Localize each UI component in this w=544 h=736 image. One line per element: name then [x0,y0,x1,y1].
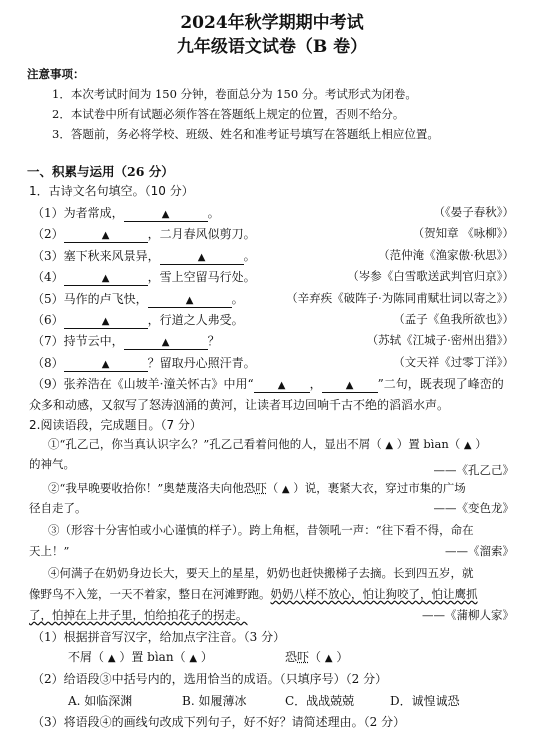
sub-question-2: （2）给语段③中括号内的，选用恰当的成语。（只填序号）（2 分） [32,672,388,686]
poem-line: （8） ▲ ？留取丹心照汗青。 [32,356,256,370]
question-stem: 2.阅读语段，完成题目。（7 分） [29,418,202,432]
poem-line: （4） ▲ ，雪上空留马行处。 [32,270,256,284]
poem-line: （1）为者常成， ▲ 。 [32,206,220,220]
answer-blank[interactable]: ▲ [64,271,148,286]
poem-source: （苏轼《江城子·密州出猎》） [366,333,514,347]
sub-question-3: （3）将语段④的画线句改成下列句子，好不好？请简述理由。（2 分） [32,715,406,729]
notice-heading: 注意事项： [27,67,85,81]
passage-4-cont: 了，怕掉在上井子里，怕给拍花子的拐走。 [29,608,248,622]
poem-source: （文天祥《过零丁洋》） [393,355,514,369]
option-d[interactable]: D．诚惶诚恐 [390,694,460,708]
answer-blank[interactable]: ▲ [64,228,148,243]
poem-source: （范仲淹《渔家傲·秋思》） [378,248,514,262]
answer-blank[interactable]: ▲ [124,207,208,222]
option-c[interactable]: C．战战兢兢 [285,694,355,708]
exam-subtitle: 九年级语文试卷（B 卷） [176,37,368,57]
option-a[interactable]: A. 如临深渊 [68,694,133,708]
poem-line-9: （9）张养浩在《山坡羊·潼关怀古》中用“ ▲ ， ▲ ”二句，既表现了峰峦的 [32,377,504,391]
passage-source: ——《蒲柳人家》 [422,608,514,622]
passage-4: ④何满子在奶奶身边长大，要天上的星星，奶奶也赶快搬梯子去摘。长到四五岁，就 [48,566,474,580]
notice-item: 1．本次考试时间为 150 分钟，卷面总分为 150 分。考试形式为闭卷。 [52,87,417,101]
answer-blank[interactable]: ▲ [322,378,378,393]
passage-source: ——《溜索》 [445,544,514,558]
question-stem: 1．古诗文名句填空。（10 分） [29,184,194,198]
sub-question-1-items: 恐吓（ ▲ ） [285,650,349,664]
poem-line: （6） ▲ ，行道之人弗受。 [32,313,244,327]
passage-3-cont: 天上！” [29,544,70,558]
sub-question-1: （1）根据拼音写汉字，给加点字注音。（3 分） [32,630,286,644]
poem-line: （7）持节云中， ▲ ？ [32,334,220,348]
notice-item: 2．本试卷中所有试题必须作答在答题纸上规定的位置，否则不给分。 [52,107,405,121]
answer-blank[interactable]: ▲ [160,250,244,265]
notice-item: 3．答题前，务必将学校、班级、姓名和准考证号填写在答题纸上相应位置。 [52,127,439,141]
answer-blank[interactable]: ▲ [124,335,208,350]
passage-1: ①“孔乙己，你当真认识字么？”孔乙己看着问他的人，显出不屑（ ▲ ）置 bìan（ ▲ ） [48,437,487,451]
passage-4-cont: 像野鸟不入笼，一天不着家，整日在河滩野跑。奶奶八样不放心，怕让狗咬了，怕让鹰抓 [29,587,478,601]
section-heading: 一、积累与运用（26 分） [27,164,174,179]
exam-title: 2024年秋学期期中考试 [180,13,364,33]
poem-source: （贺知章 《咏柳》） [412,226,514,240]
poem-line: （3）塞下秋来风景异， ▲ 。 [32,249,256,263]
answer-blank[interactable]: ▲ [148,293,232,308]
answer-blank[interactable]: ▲ [254,378,310,393]
poem-line: （5）马作的卢飞快， ▲ 。 [32,292,244,306]
poem-source: （辛弃疾《破阵子·为陈同甫赋壮词以寄之》） [286,291,514,305]
passage-2-cont: 径自走了。 [29,501,87,515]
poem-line: （2） ▲ ，二月春风似剪刀。 [32,227,256,241]
passage-1-cont: 的神气。 [29,457,75,471]
poem-source: （孟子《鱼我所欲也》） [393,312,514,326]
answer-blank[interactable]: ▲ [64,357,148,372]
sub-question-1-items: 不屑（ ▲ ）置 bìan（ ▲ ） [68,650,213,664]
poem-line-9-cont: 众多和动感，又叙写了怒涛汹涌的黄河，让读者耳边回响千古不绝的滔滔水声。 [29,398,450,412]
passage-source: ——《变色龙》 [433,501,514,515]
passage-3: ③（形容十分害怕或小心谨慎的样子）。跨上角框，昔领吼一声：“往下看不得，命在 [48,523,474,537]
option-b[interactable]: B. 如履薄冰 [182,694,247,708]
passage-2: ②“我早晚要收拾你！”奥楚蔑洛夫向他恐吓（ ▲ ）说，裹紧大衣，穿过市集的广场 [48,481,466,495]
poem-source: （岑参《白雪歌送武判官归京》） [347,269,514,283]
passage-source: ——《孔乙己》 [433,463,514,477]
poem-source: （《晏子春秋》） [433,205,514,219]
answer-blank[interactable]: ▲ [64,314,148,329]
